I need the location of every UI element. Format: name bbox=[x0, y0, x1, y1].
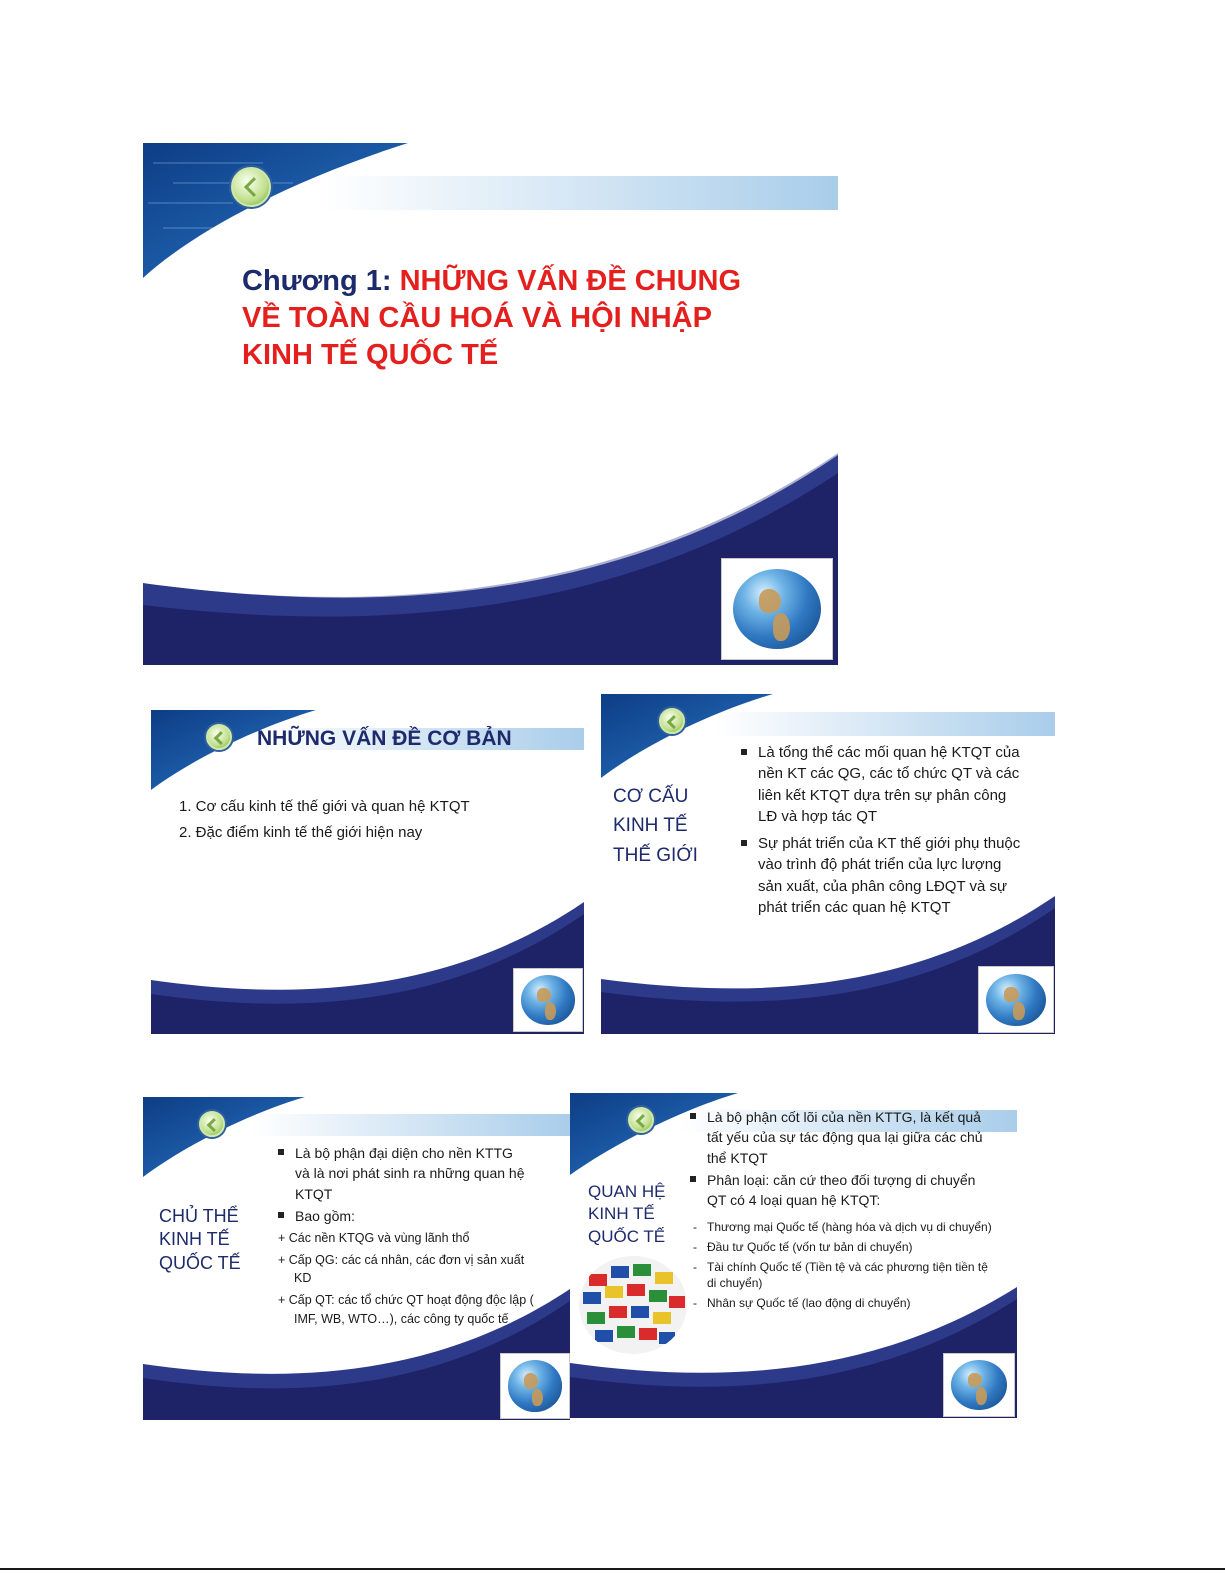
sub-item: + Các nền KTQG và vùng lãnh thổ bbox=[278, 1231, 470, 1245]
slide-international-economic-entities bbox=[143, 1097, 570, 1420]
bullet-item: Là tổng thể các mối quan hệ KTQT của nền KT các QG, các tổ chức QT và các liên kết KTQT dựa trên sự phân công LĐ và hợp tác QT bbox=[758, 742, 1028, 827]
sub-item: - Nhân sự Quốc tế (lao động di chuyển) bbox=[693, 1296, 911, 1311]
slide-world-economy-structure bbox=[601, 694, 1055, 1034]
bullet-item: Là bộ phận đại diện cho nền KTTG và là nơi phát sinh ra những quan hệ KTQT bbox=[295, 1143, 525, 1204]
side-title: QUAN HỆ KINH TẾ QUỐC TẾ bbox=[588, 1182, 666, 1246]
sub-item: + Cấp QG: các cá nhân, các đơn vị sản xuất KD bbox=[278, 1253, 525, 1286]
slide-title-text bbox=[242, 263, 742, 374]
globe-icon bbox=[733, 569, 821, 649]
sub-item: - Thương mại Quốc tế (hàng hóa và dịch vụ di chuyển) bbox=[693, 1220, 992, 1234]
globe-logo bbox=[943, 1353, 1015, 1417]
chapter-title: NHỮNG VẤN ĐỀ CHUNG VỀ TOÀN CẦU HOÁ VÀ HỘI NHẬP KINH TẾ QUỐC TẾ bbox=[242, 265, 742, 372]
topic-item: 1. Cơ cấu kinh tế thế giới và quan hệ KTQT bbox=[179, 798, 470, 815]
slide-heading: NHỮNG VẤN ĐỀ CƠ BẢN bbox=[257, 727, 512, 750]
globe-icon bbox=[951, 1360, 1007, 1410]
bullet-item: Bao gồm: bbox=[295, 1206, 525, 1226]
page-bottom-rule bbox=[0, 1568, 1225, 1570]
side-title: CƠ CẤU KINH TẾ THẾ GIỚI bbox=[613, 786, 698, 866]
globe-logo bbox=[500, 1353, 570, 1419]
globe-icon bbox=[986, 974, 1045, 1026]
bullet-item: Phân loại: căn cứ theo đối tượng di chuyển QT có 4 loại quan hệ KTQT: bbox=[707, 1170, 992, 1211]
slide-title bbox=[143, 143, 838, 665]
sub-item: - Đầu tư Quốc tế (vốn tư bản di chuyển) bbox=[693, 1239, 913, 1254]
sub-list bbox=[278, 1229, 538, 1328]
bullet-list bbox=[707, 1107, 992, 1210]
side-title: CHỦ THỂ KINH TẾ QUỐC TẾ bbox=[159, 1206, 241, 1273]
bullet-list bbox=[295, 1143, 525, 1226]
flags-globe-image bbox=[579, 1256, 687, 1354]
sub-item: - Tài chính Quốc tế (Tiền tệ và các phương tiện tiền tệ di chuyển) bbox=[693, 1259, 988, 1291]
bullet-item: Là bộ phận cốt lõi của nền KTTG, là kết quả tất yếu của sự tác động qua lại giữa các chủ thể KTQT bbox=[707, 1107, 992, 1168]
globe-logo bbox=[978, 966, 1054, 1033]
back-arrow-icon[interactable] bbox=[199, 1111, 225, 1137]
chapter-label: Chương 1: bbox=[242, 265, 392, 297]
bullet-list bbox=[758, 742, 1028, 918]
slide-international-economic-relations bbox=[570, 1093, 1017, 1418]
back-arrow-icon[interactable] bbox=[659, 708, 685, 734]
globe-logo bbox=[513, 968, 583, 1032]
sub-list bbox=[693, 1219, 993, 1312]
back-arrow-icon[interactable] bbox=[628, 1107, 654, 1133]
globe-icon bbox=[508, 1360, 562, 1411]
topic-item: 2. Đặc điểm kinh tế thế giới hiện nay bbox=[179, 823, 423, 841]
back-arrow-icon[interactable] bbox=[206, 724, 232, 750]
globe-icon bbox=[521, 975, 575, 1025]
topic-list bbox=[179, 794, 470, 845]
globe-logo bbox=[721, 558, 833, 660]
sub-item: + Cấp QT: các tổ chức QT hoạt động độc lập ( IMF, WB, WTO…), các công ty quốc tế bbox=[278, 1293, 534, 1326]
bullet-item: Sự phát triển của KT thế giới phụ thuộc vào trình độ phát triển của lực lượng sản xuất, của phân công LĐQT và sự phát triển các quan hệ KTQT bbox=[758, 833, 1028, 918]
slide-basic-issues bbox=[151, 710, 584, 1034]
back-arrow-icon[interactable] bbox=[231, 167, 271, 207]
